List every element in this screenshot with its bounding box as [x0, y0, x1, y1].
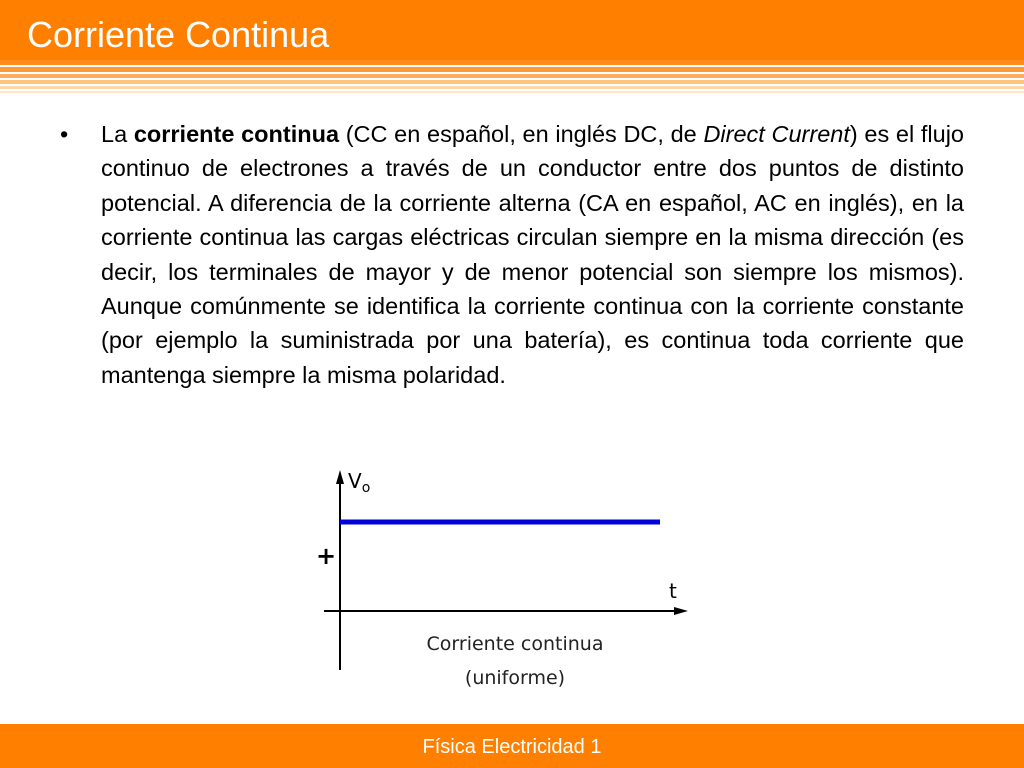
y-axis-label: [348, 469, 370, 496]
bullet-marker: •: [60, 121, 69, 147]
title-bar: [0, 0, 1024, 60]
x-axis-label: t: [669, 579, 677, 603]
plus-sign: +: [316, 542, 337, 570]
text-run: ) es el flujo continuo de electrones a través de un conductor entre dos puntos de distinto potencial. A diferencia de la corriente alterna (CA en español, AC en inglés), en la corriente continua las cargas eléctricas circulan siempre en la misma dirección (es decir, los terminales de mayor y de menor potencial son siempre los mismos). Aunque comúnmente se identifica la corriente continua con la corriente constante (por ejemplo la suministrada por una batería), es continua toda corriente que mantenga siempre la misma polaridad.: [101, 121, 964, 388]
slide-title: Corriente Continua: [27, 14, 330, 55]
y-axis-label-sub: o: [361, 480, 371, 496]
x-axis-arrow-icon: [674, 607, 688, 615]
diagram-caption-line2: (uniforme): [464, 667, 566, 689]
y-axis-label-main: V: [348, 469, 362, 493]
y-axis-arrow-icon: [336, 470, 344, 484]
header-stripes: [0, 60, 1024, 93]
footer-text: Física Electricidad 1: [422, 736, 602, 758]
text-run: (CC en español, en inglés DC, de: [339, 121, 704, 147]
body-paragraph: [101, 117, 964, 392]
footer-bar: [0, 724, 1024, 768]
italic-term: Direct Current: [703, 121, 850, 147]
dc-voltage-diagram: [300, 460, 720, 700]
text-run: La: [101, 121, 134, 147]
body-content: [60, 117, 964, 392]
bold-term: corriente continua: [133, 121, 340, 147]
diagram-caption-line1: Corriente continua: [426, 633, 604, 655]
